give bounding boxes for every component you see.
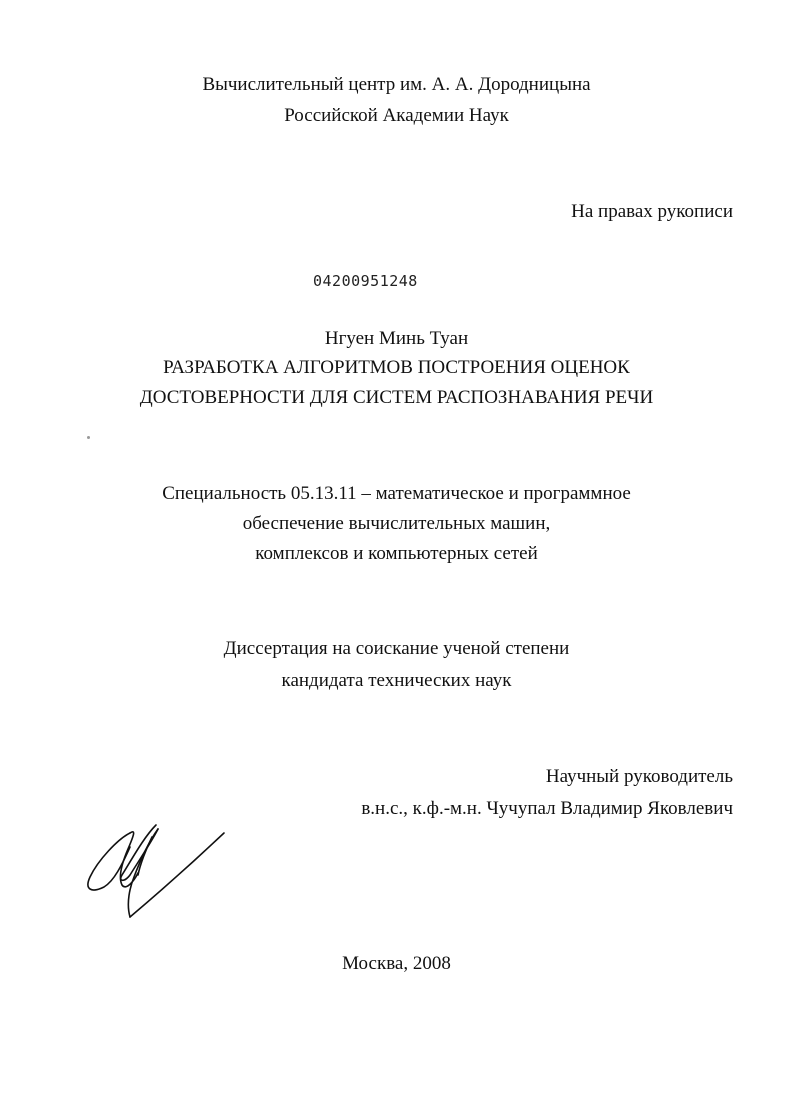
supervisor-name: в.н.с., к.ф.-м.н. Чучупал Владимир Яковлевич <box>361 798 733 819</box>
specialty-line-1: Специальность 05.13.11 – математическое и программное <box>162 483 631 504</box>
place-and-year: Москва, 2008 <box>342 953 451 974</box>
specialty-line-3: комплексов и компьютерных сетей <box>255 543 538 564</box>
manuscript-note: На правах рукописи <box>571 201 733 222</box>
scan-speck <box>87 436 90 439</box>
catalog-number-stamp: 04200951248 <box>313 272 418 290</box>
supervisor-label: Научный руководитель <box>545 766 733 787</box>
degree-line-2: кандидата технических наук <box>281 670 512 691</box>
institution-line-2: Российской Академии Наук <box>284 105 509 126</box>
title-line-2: ДОСТОВЕРНОСТИ ДЛЯ СИСТЕМ РАСПОЗНАВАНИЯ РЕЧИ <box>139 387 654 408</box>
title-line-1: РАЗРАБОТКА АЛГОРИТМОВ ПОСТРОЕНИЯ ОЦЕНОК <box>163 357 630 378</box>
signature-icon <box>78 815 238 930</box>
specialty-line-2: обеспечение вычислительных машин, <box>242 513 551 534</box>
institution-line-1: Вычислительный центр им. А. А. Дородницына <box>202 74 591 95</box>
author-name: Нгуен Минь Туан <box>324 328 469 349</box>
degree-line-1: Диссертация на соискание ученой степени <box>223 638 570 659</box>
